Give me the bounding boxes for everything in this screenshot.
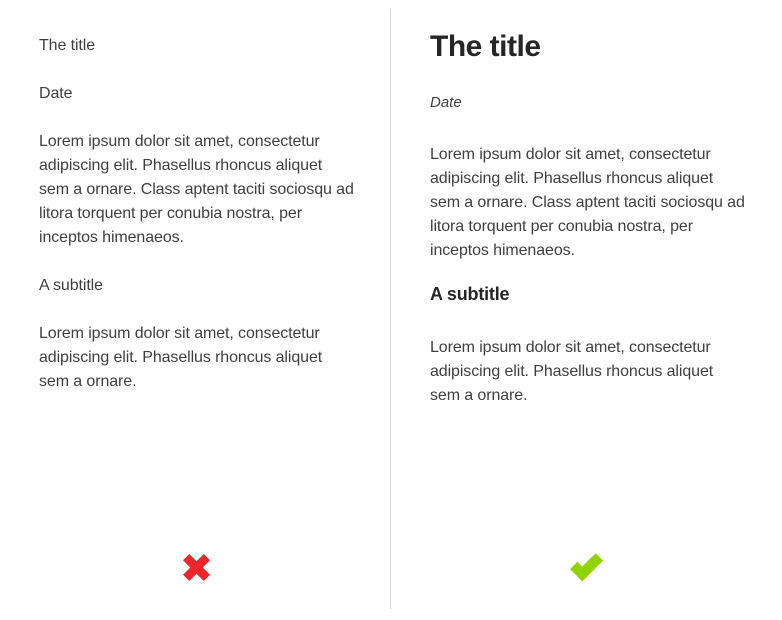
article-date: Date — [430, 94, 462, 111]
good-example-panel — [391, 0, 781, 620]
check-icon — [569, 552, 603, 582]
article-paragraph: Lorem ipsum dolor sit amet, consectetur adipiscing elit. Phasellus rhoncus aliquet sem a ornare. Class aptent taciti sociosqu ad litora torquent per conubia nostra, per inceptos himenaeos. — [39, 133, 354, 246]
article-paragraph: Lorem ipsum dolor sit amet, consectetur adipiscing elit. Phasellus rhoncus aliquet sem a ornare. — [430, 339, 714, 404]
article-title: The title — [39, 37, 96, 54]
article-title: The title — [430, 30, 541, 63]
article-paragraph: Lorem ipsum dolor sit amet, consectetur adipiscing elit. Phasellus rhoncus aliquet sem a ornare. Class aptent taciti sociosqu ad litora torquent per conubia nostra, per inceptos himenaeos. — [430, 146, 745, 259]
bad-example-panel — [0, 0, 390, 620]
article-subtitle: A subtitle — [39, 277, 103, 294]
article-paragraph: Lorem ipsum dolor sit amet, consectetur adipiscing elit. Phasellus rhoncus aliquet sem a ornare. — [39, 325, 323, 390]
article-subtitle: A subtitle — [430, 284, 510, 304]
check-icon-shape — [570, 553, 603, 581]
cross-icon-shape — [183, 554, 210, 581]
article-date: Date — [39, 85, 73, 102]
cross-icon — [183, 554, 210, 581]
